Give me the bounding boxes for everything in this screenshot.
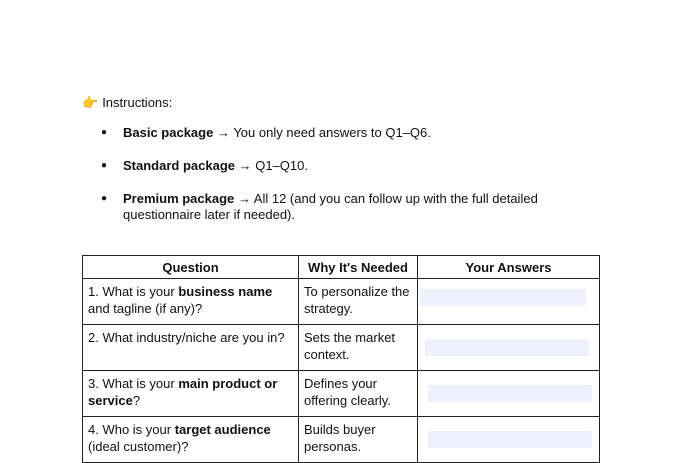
question-cell: 3. What is your main product or service?	[83, 371, 299, 417]
why-cell: To personalize the strategy.	[299, 279, 418, 325]
package-name: Standard package	[123, 158, 235, 173]
why-cell: Sets the market context.	[299, 325, 418, 371]
package-description: → Q1–Q10.	[235, 158, 308, 173]
package-list	[100, 125, 560, 240]
answer-input[interactable]	[428, 385, 592, 402]
answer-cell[interactable]	[418, 325, 600, 371]
column-header-answers: Your Answers	[418, 256, 600, 279]
question-cell: 4. Who is your target audience (ideal customer)?	[83, 417, 299, 463]
package-description: → You only need answers to Q1–Q6.	[213, 125, 431, 140]
table-row	[83, 325, 600, 371]
table-row	[83, 279, 600, 325]
package-item-basic	[100, 125, 560, 141]
answer-cell[interactable]	[418, 279, 600, 325]
package-item-premium	[100, 191, 560, 223]
column-header-question: Question	[83, 256, 299, 279]
table-header-row	[83, 256, 600, 279]
pointing-hand-icon: 👉	[82, 96, 99, 111]
why-cell: Defines your offering clearly.	[299, 371, 418, 417]
instructions-label: Instructions:	[102, 95, 173, 110]
questionnaire-table	[82, 255, 600, 463]
answer-input[interactable]	[425, 339, 589, 356]
package-name: Premium package	[123, 191, 235, 206]
package-description: → All 12 (and you can follow up with the full detailed questionnaire later if needed).	[123, 191, 538, 222]
instructions-heading	[82, 95, 172, 111]
answer-cell[interactable]	[418, 371, 600, 417]
package-item-standard	[100, 158, 560, 174]
answer-input[interactable]	[428, 431, 592, 448]
table-row	[83, 417, 600, 463]
column-header-why: Why It's Needed	[299, 256, 418, 279]
package-name: Basic package	[123, 125, 214, 140]
answer-input[interactable]	[420, 289, 586, 306]
why-cell: Builds buyer personas.	[299, 417, 418, 463]
question-cell: 2. What industry/niche are you in?	[83, 325, 299, 371]
question-cell: 1. What is your business name and tagline (if any)?	[83, 279, 299, 325]
answer-cell[interactable]	[418, 417, 600, 463]
table-row	[83, 371, 600, 417]
